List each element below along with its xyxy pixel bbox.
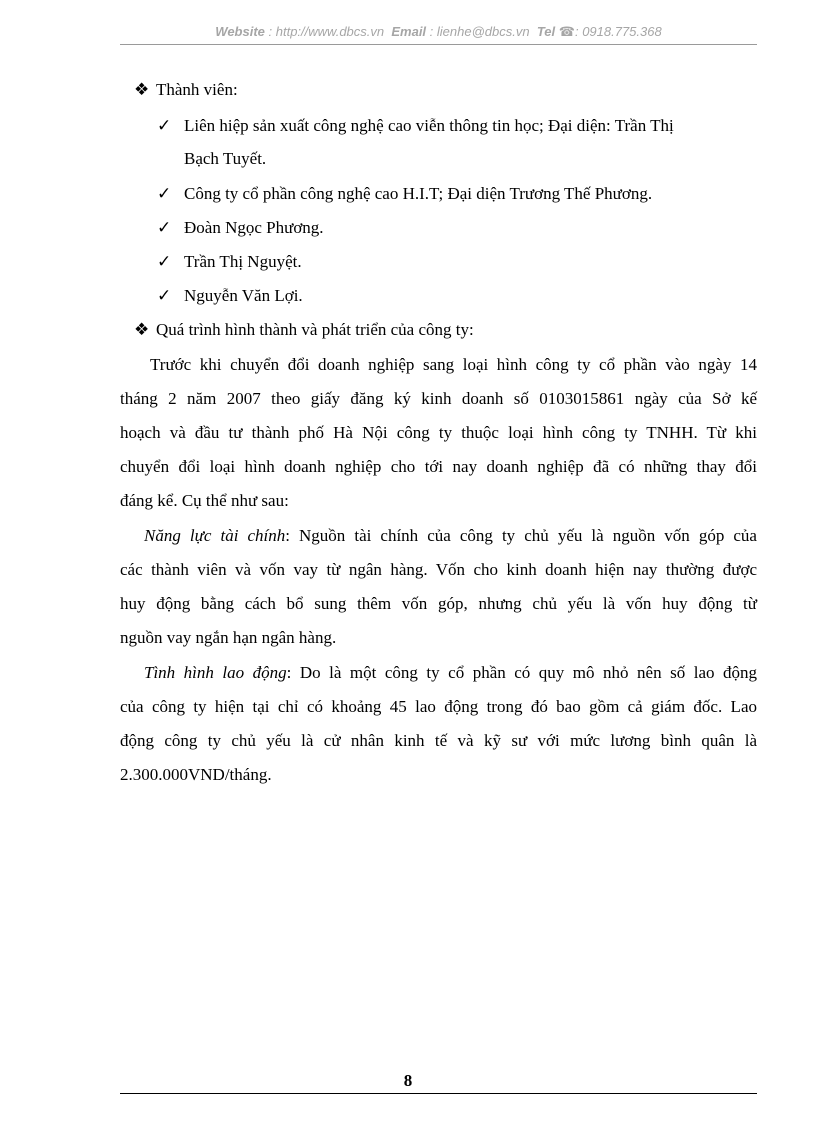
- paragraph-line: của công ty hiện tại chỉ có khoảng 45 lao động trong đó bao gồm cả giám đốc. Lao: [120, 697, 757, 716]
- member-item: ✓ Trần Thị Nguyệt.: [157, 252, 302, 271]
- checkmark-icon: ✓: [157, 252, 172, 271]
- tel-value: : 0918.775.368: [574, 24, 662, 39]
- checkmark-icon: ✓: [157, 116, 172, 135]
- website-value: : http://www.dbcs.vn: [268, 24, 385, 39]
- paragraph-line: huy động bằng cách bổ sung thêm vốn góp, nhưng chủ yếu là vốn huy động từ: [120, 594, 757, 613]
- paragraph-line: động công ty chủ yếu là cử nhân kinh tế và kỹ sư với mức lương bình quân là: [120, 731, 757, 750]
- members-heading: ❖ Thành viên:: [134, 80, 238, 99]
- paragraph-line: chuyển đổi loại hình doanh nghiệp cho tới nay doanh nghiệp đã có những thay đổi: [120, 457, 757, 476]
- paragraph-line: hoạch và đầu tư thành phố Hà Nội công ty thuộc loại hình công ty TNHH. Từ khi: [120, 423, 757, 442]
- member-item: ✓ Đoàn Ngọc Phương.: [157, 218, 324, 237]
- paragraph-line: Năng lực tài chính: Nguồn tài chính của công ty chủ yếu là nguồn vốn góp của: [144, 526, 757, 545]
- header-divider: [120, 44, 757, 45]
- member-item: ✓ Nguyễn Văn Lợi.: [157, 286, 303, 305]
- paragraph-line: các thành viên và vốn vay từ ngân hàng. Vốn cho kinh doanh hiện nay thường được: [120, 560, 757, 579]
- page-number: 8: [403, 1071, 413, 1090]
- member-item: ✓ Liên hiệp sản xuất công nghệ cao viễn thông tin học; Đại diện: Trần Thị: [157, 116, 674, 135]
- page-header: [120, 24, 757, 40]
- history-heading: ❖ Quá trình hình thành và phát triển của công ty:: [134, 320, 474, 339]
- member-item-continuation: Bạch Tuyết.: [184, 149, 267, 168]
- member-item: ✓ Công ty cổ phần công nghệ cao H.I.T; Đại diện Trương Thế Phương.: [157, 184, 653, 203]
- phone-icon: ☎: [558, 24, 575, 39]
- paragraph-line: 2.300.000VND/tháng.: [120, 765, 272, 784]
- paragraph-line: Tình hình lao động: Do là một công ty cổ phần có quy mô nhỏ nên số lao động: [144, 663, 757, 682]
- paragraph-line: Trước khi chuyển đổi doanh nghiệp sang loại hình công ty cổ phần vào ngày 14: [150, 355, 757, 374]
- checkmark-icon: ✓: [157, 184, 172, 203]
- email-label: Email: [391, 24, 427, 39]
- paragraph-line: tháng 2 năm 2007 theo giấy đăng ký kinh doanh số 0103015861 ngày của Sở kế: [120, 389, 757, 408]
- paragraph-line: đáng kể. Cụ thể như sau:: [120, 491, 289, 510]
- email-value: : lienhe@dbcs.vn: [429, 24, 530, 39]
- checkmark-icon: ✓: [157, 286, 172, 305]
- checkmark-icon: ✓: [157, 218, 172, 237]
- diamond-bullet-icon: ❖: [134, 320, 150, 339]
- diamond-bullet-icon: ❖: [134, 80, 150, 99]
- website-label: Website: [215, 24, 265, 39]
- paragraph-line: nguồn vay ngắn hạn ngân hàng.: [120, 628, 337, 647]
- finance-label: Năng lực tài chính: [144, 526, 286, 545]
- footer-divider: [120, 1093, 757, 1094]
- tel-label: Tel: [536, 24, 556, 39]
- labor-label: Tình hình lao động: [144, 663, 287, 682]
